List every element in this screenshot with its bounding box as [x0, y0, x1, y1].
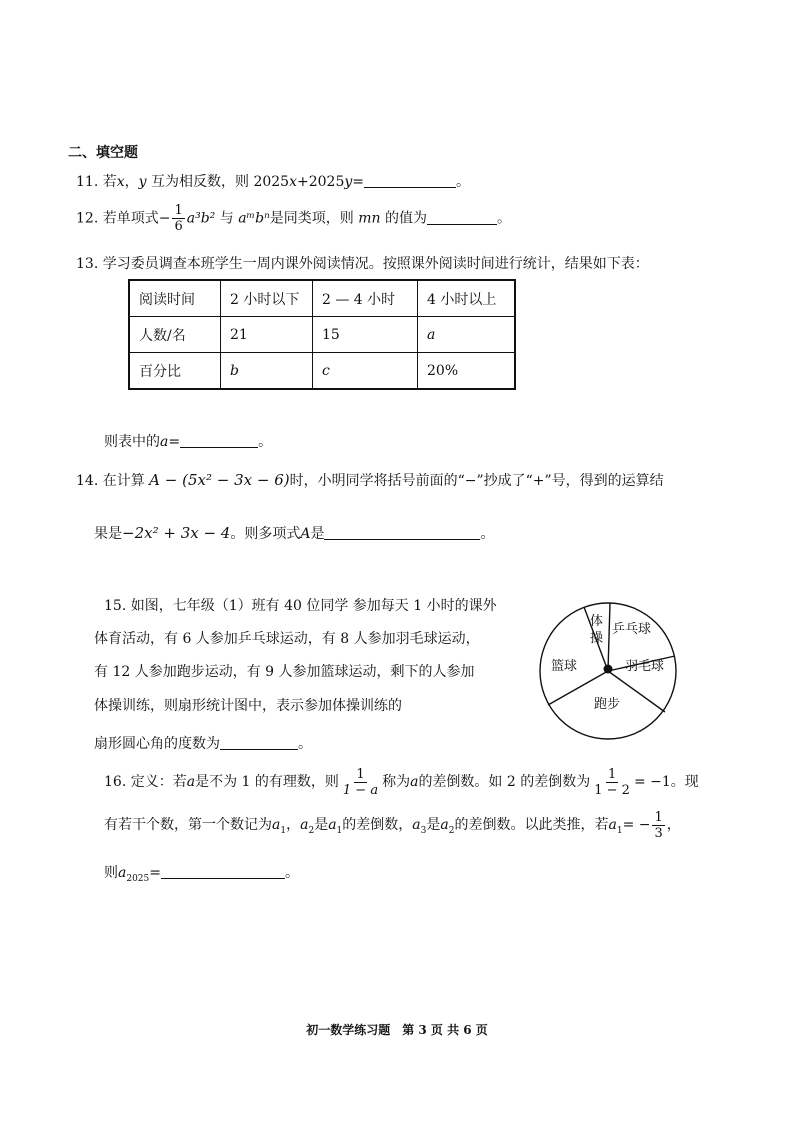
- table-cell: 百分比: [129, 353, 221, 390]
- table-row: [129, 353, 515, 390]
- answer-blank[interactable]: [161, 864, 285, 879]
- table-cell: 21: [221, 317, 313, 353]
- question-number: 11.: [76, 174, 99, 190]
- question-number: 14.: [76, 473, 99, 489]
- table-row: [129, 317, 515, 353]
- question-16-line2: 有若干个数，第一个数记为$a_1$，$a_2$是$a_1$的差倒数，$a_3$是$a_2$的差倒数。以此类推，若$a_1=$ − $\frac{1}{3}$ ，: [104, 809, 681, 841]
- question-number: 15.: [104, 598, 127, 614]
- pie-label-pingpong: 乒乓球: [612, 622, 652, 637]
- pie-label-ticao: 操: [590, 631, 604, 646]
- answer-blank[interactable]: [180, 433, 258, 448]
- question-14-line2: 果是−2x² + 3x − 4。则多项式A是 。: [94, 524, 495, 542]
- fraction: $\frac{1}{3}$: [654, 809, 663, 841]
- table-cell: a: [418, 317, 516, 353]
- table-cell: b: [221, 353, 313, 390]
- question-15-line1: 15. 如图，七年级（1）班有 40 位同学 参加每天 1 小时的课外: [104, 598, 497, 614]
- pie-label-ticao: 体: [590, 614, 604, 629]
- table-header-cell: 4 小时以上: [418, 280, 516, 317]
- table-cell: 人数/名: [129, 317, 221, 353]
- table-cell: c: [313, 353, 418, 390]
- question-16-line1: 16. 定义：若a是不为 1 的有理数，则 $\frac{1}{1 - a}$ 称为a的差倒数。如 2 的差倒数为 $\frac{1}{1 - 2}$ = −1。现: [104, 766, 699, 798]
- fraction: $\frac{1}{6}$: [174, 203, 183, 234]
- pie-label-running: 跑步: [594, 697, 621, 712]
- pie-label-badminton: 羽毛球: [625, 659, 665, 674]
- table-header-cell: 2 — 4 小时: [313, 280, 418, 317]
- question-11: 11. 若x，y 互为相反数，则 2025x+2025y= 。: [76, 174, 471, 190]
- fraction: $\frac{1}{1 - 2}$: [594, 766, 630, 798]
- answer-blank[interactable]: [220, 735, 298, 750]
- pie-divider: [608, 603, 610, 671]
- question-14-line1: 14. 在计算 A − (5x² − 3x − 6)时，小明同学将括号前面的“−”抄成了“+”号，得到的运算结: [76, 471, 664, 489]
- question-15-line3: 有 12 人参加跑步运动，有 9 人参加篮球运动，剩下的人参加: [94, 664, 475, 680]
- answer-blank[interactable]: [324, 525, 480, 540]
- pie-center-dot: [604, 665, 613, 674]
- expression: −2x² + 3x − 4: [122, 524, 231, 542]
- question-number: 12.: [76, 210, 99, 227]
- question-16-line3: 则$a_{2025}=$ 。: [104, 865, 299, 884]
- question-15-line4: 体操训练，则扇形统计图中，表示参加体操训练的: [94, 698, 402, 714]
- answer-blank[interactable]: [427, 210, 497, 225]
- table-header-cell: 阅读时间: [129, 280, 221, 317]
- question-13: 13. 学习委员调查本班学生一周内课外阅读情况。按照课外阅读时间进行统计，结果如下表：: [76, 256, 649, 272]
- table-header-cell: 2 小时以下: [221, 280, 313, 317]
- page-footer: 初一数学练习题 第 3 页 共 6 页: [306, 1023, 488, 1037]
- question-number: 13.: [76, 256, 99, 272]
- expression: A − (5x² − 3x − 6): [149, 471, 290, 489]
- answer-blank[interactable]: [364, 173, 456, 188]
- pie-chart: [535, 598, 681, 744]
- pie-label-basketball: 篮球: [551, 659, 578, 674]
- question-13-ask: 则表中的a= 。: [104, 434, 273, 450]
- question-12: 12. 若单项式− $\frac{1}{6}$ a³b² 与 aᵐbⁿ是同类项，则 mn 的值为 。: [76, 203, 511, 234]
- question-15-line5: 扇形圆心角的度数为 。: [94, 736, 312, 752]
- table-cell: 20%: [418, 353, 516, 390]
- reading-time-table: [128, 279, 516, 390]
- table-row: [129, 280, 515, 317]
- question-number: 16.: [104, 774, 127, 790]
- fraction: $\frac{1}{1 - a}$: [342, 766, 379, 798]
- question-15-line2: 体育活动，有 6 人参加乒乓球运动，有 8 人参加羽毛球运动，: [94, 631, 480, 647]
- table-cell: 15: [313, 317, 418, 353]
- section-title: 二、填空题: [68, 145, 138, 161]
